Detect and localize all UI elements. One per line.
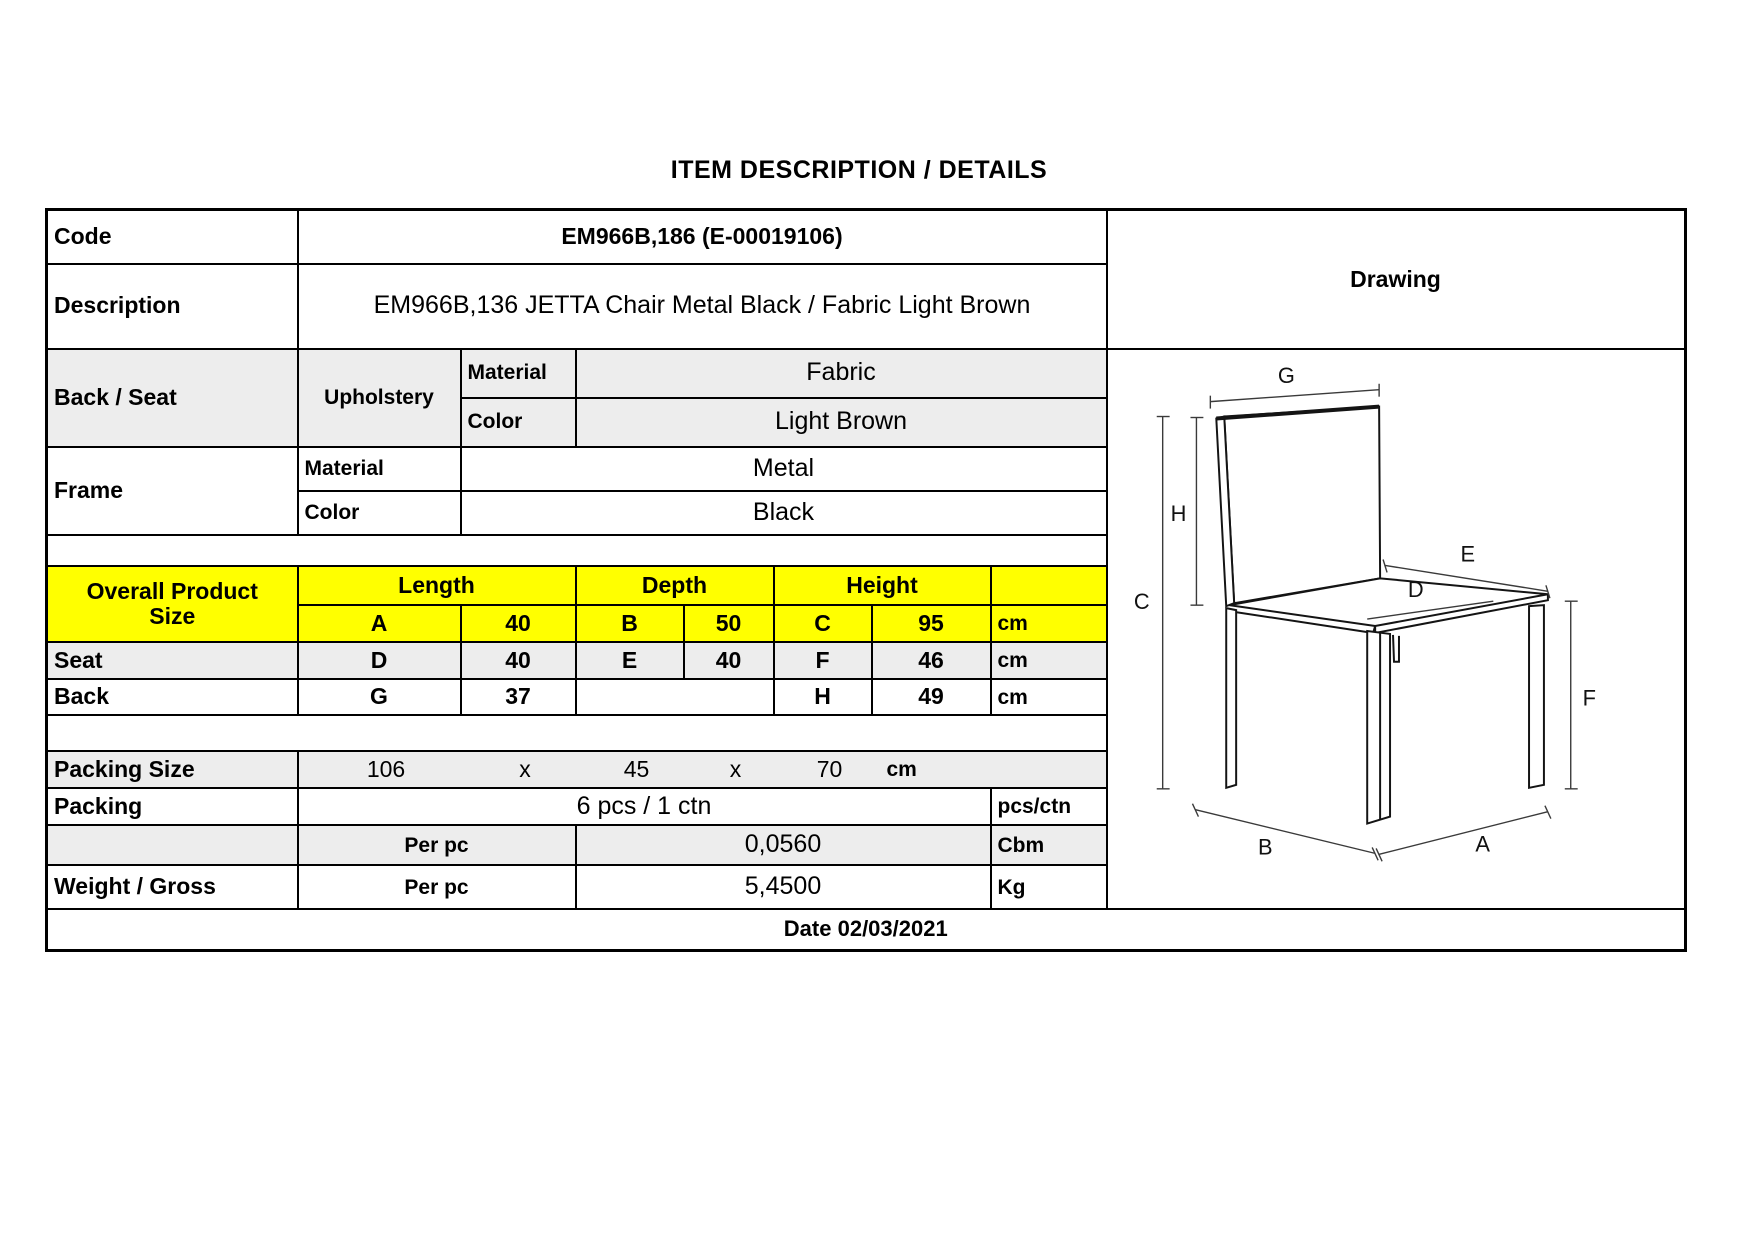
overall-size-label-line2: Size	[149, 602, 196, 629]
dim-label-D: D	[1407, 576, 1424, 602]
packing-size-height: 70	[816, 755, 843, 782]
dim-c-value: 95	[872, 605, 991, 642]
volume-value: 0,0560	[576, 825, 991, 865]
seat-label: Seat	[47, 642, 298, 679]
upholstery-label: Upholstery	[298, 349, 461, 447]
length-header: Length	[298, 566, 576, 605]
spacer-cell	[47, 535, 1107, 566]
packing-size-label: Packing Size	[47, 751, 298, 788]
chair-leg-right	[1529, 605, 1544, 788]
code-value: EM966B,186 (E-00019106)	[298, 210, 1107, 264]
packing-size-x-separator: x	[519, 755, 531, 782]
weight-unit: Kg	[991, 865, 1107, 909]
spacer-cell	[47, 715, 1107, 751]
dim-c-letter: C	[774, 605, 872, 642]
dim-d-value: 40	[461, 642, 576, 679]
dim-e-letter: E	[576, 642, 684, 679]
overall-size-label	[47, 566, 298, 642]
packing-unit: pcs/ctn	[991, 788, 1107, 825]
frame-material-label: Material	[298, 447, 461, 491]
description-value: EM966B,136 JETTA Chair Metal Black / Fabric Light Brown	[298, 264, 1107, 349]
overall-size-label-line1: Overall Product	[86, 577, 258, 604]
dim-h-value: 49	[872, 679, 991, 715]
dim-label-A: A	[1474, 830, 1490, 856]
dim-label-H: H	[1170, 500, 1186, 526]
dim-label-C: C	[1133, 588, 1150, 614]
drawing-header: Drawing	[1107, 210, 1686, 349]
dim-f-letter: F	[774, 642, 872, 679]
overall-unit: cm	[991, 605, 1107, 642]
frame-material-value: Metal	[461, 447, 1107, 491]
packing-size-length: 106	[366, 755, 406, 782]
dim-h-letter: H	[774, 679, 872, 715]
chair-leg-back-stub	[1393, 634, 1399, 661]
dim-g-value: 37	[461, 679, 576, 715]
seat-unit: cm	[991, 642, 1107, 679]
date-row	[47, 909, 1686, 950]
date-value: Date 02/03/2021	[47, 909, 1686, 950]
packing-label: Packing	[47, 788, 298, 825]
weight-value: 5,4500	[576, 865, 991, 909]
back-seat-material-label: Material	[461, 349, 576, 398]
chair-leg-front	[1367, 630, 1390, 823]
dim-line-A	[1379, 811, 1548, 854]
packing-size-values	[298, 751, 1107, 788]
dim-b-value: 50	[684, 605, 774, 642]
description-label: Description	[47, 264, 298, 349]
dim-label-E: E	[1460, 540, 1475, 566]
depth-header: Depth	[576, 566, 774, 605]
dim-line-B	[1195, 809, 1375, 853]
back-label: Back	[47, 679, 298, 715]
packing-size-unit: cm	[886, 758, 917, 782]
dim-g-letter: G	[298, 679, 461, 715]
frame-color-label: Color	[298, 491, 461, 535]
frame-color-value: Black	[461, 491, 1107, 535]
page-title: ITEM DESCRIPTION / DETAILS	[670, 156, 1048, 184]
size-header-blank-cell	[991, 566, 1107, 605]
dim-line-G	[1210, 389, 1379, 401]
volume-per-pc-label: Per pc	[298, 825, 576, 865]
dim-b-letter: B	[576, 605, 684, 642]
dim-a-value: 40	[461, 605, 576, 642]
height-header: Height	[774, 566, 991, 605]
dim-label-B: B	[1257, 833, 1273, 859]
packing-size-depth: 45	[623, 755, 650, 782]
dim-a-letter: A	[298, 605, 461, 642]
item-details-table	[45, 208, 1687, 952]
dim-d-letter: D	[298, 642, 461, 679]
weight-label: Weight / Gross	[47, 865, 298, 909]
volume-blank-label	[47, 825, 298, 865]
back-seat-color-label: Color	[461, 398, 576, 447]
chair-drawing	[1114, 350, 1678, 904]
back-size-blank-cell	[576, 679, 774, 715]
dim-label-F: F	[1582, 684, 1596, 710]
drawing-cell	[1107, 349, 1686, 910]
dim-e-value: 40	[684, 642, 774, 679]
frame-label: Frame	[47, 447, 298, 535]
dim-label-G: G	[1277, 362, 1295, 388]
back-unit: cm	[991, 679, 1107, 715]
packing-value: 6 pcs / 1 ctn	[298, 788, 991, 825]
back-seat-color-value: Light Brown	[576, 398, 1107, 447]
back-seat-material-value: Fabric	[576, 349, 1107, 398]
chair-leg-left	[1226, 608, 1236, 788]
code-label: Code	[47, 210, 298, 264]
packing-size-x-separator: x	[729, 755, 742, 782]
chair-backrest-panel	[1224, 406, 1380, 603]
volume-unit: Cbm	[991, 825, 1107, 865]
back-seat-material-row	[47, 349, 1686, 398]
dim-f-value: 46	[872, 642, 991, 679]
code-row	[47, 210, 1686, 264]
weight-per-pc-label: Per pc	[298, 865, 576, 909]
back-seat-label: Back / Seat	[47, 349, 298, 447]
